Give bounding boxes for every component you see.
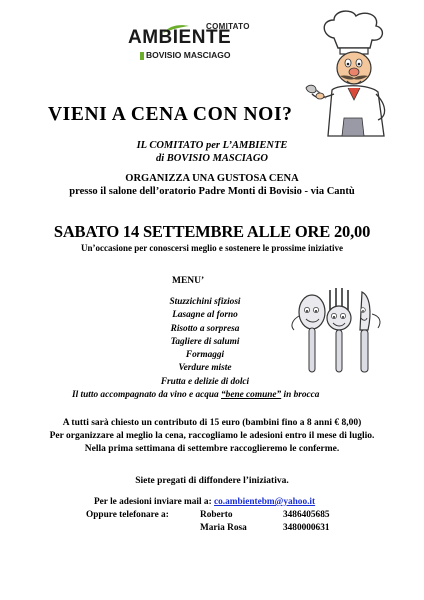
logo-location: BOVISIO MASCIAGO	[146, 50, 231, 60]
menu-item: Tagliere di salumi	[170, 336, 240, 347]
menu-title: MENU’	[172, 276, 205, 286]
contact-name: Maria Rosa	[200, 523, 247, 533]
contact-mail-row	[94, 497, 315, 507]
event-tagline: Un’occasione per conoscersi meglio e sostenere le prossime iniziative	[81, 243, 343, 253]
menu-drinks-pre: Il tutto accompagnato da vino e acqua	[72, 390, 222, 400]
contact-name: Roberto	[200, 510, 233, 520]
menu-item: Formaggi	[185, 350, 225, 361]
logo-bar	[140, 52, 144, 60]
event-date: SABATO 14 SETTEMBRE ALLE ORE 20,00	[53, 222, 371, 241]
info-line-2: Per organizzare al meglio la cena, raccogliamo le adesioni entro il mese di luglio.	[49, 431, 375, 441]
organizer-line-1: IL COMITATO per L’AMBIENTE	[136, 140, 288, 151]
contact-phone[interactable]: 3486405685	[283, 510, 330, 520]
event-line-1: ORGANIZZA UNA GUSTOSA CENA	[125, 173, 299, 184]
menu-item: Risotto a sorpresa	[170, 323, 240, 334]
organizer-line-2: di BOVISIO MASCIAGO	[155, 153, 269, 164]
spread-note: Siete pregati di diffondere l’iniziativa.	[135, 476, 289, 486]
menu-drinks	[72, 390, 319, 400]
logo	[128, 22, 268, 68]
menu-drinks-post: in brocca	[281, 390, 320, 400]
menu-drinks-quote: “bene comune”	[221, 390, 282, 400]
email-link[interactable]: co.ambientebm@yahoo.it	[214, 497, 316, 507]
mail-label: Per le adesioni inviare mail a:	[94, 497, 214, 507]
info-line-1: A tutti sarà chiesto un contributo di 15 euro (bambini fino a 8 anni € 8,00)	[62, 418, 362, 428]
event-location: presso il salone dell’oratorio Padre Monti di Bovisio - via Cantù	[69, 186, 355, 197]
menu-item: Verdure miste	[178, 363, 232, 374]
cutlery-illustration	[286, 286, 386, 376]
phone-label: Oppure telefonare a:	[86, 510, 169, 520]
menu-item: Frutta e delizie di dolci	[160, 376, 250, 387]
chef-illustration	[304, 8, 400, 138]
logo-ambiente: AMBIENTE	[128, 27, 232, 48]
info-line-3: Nella prima settimana di settembre raccoglieremo le conferme.	[84, 444, 340, 454]
menu-item: Stuzzichini sfiziosi	[169, 297, 241, 307]
menu-item: Lasagne al forno	[172, 310, 238, 321]
menu-list	[100, 296, 310, 389]
contact-phone[interactable]: 3480000631	[283, 523, 330, 533]
logo-comitato: COMITATO	[206, 22, 250, 31]
headline: VIENI A CENA CON NOI?	[48, 104, 293, 125]
